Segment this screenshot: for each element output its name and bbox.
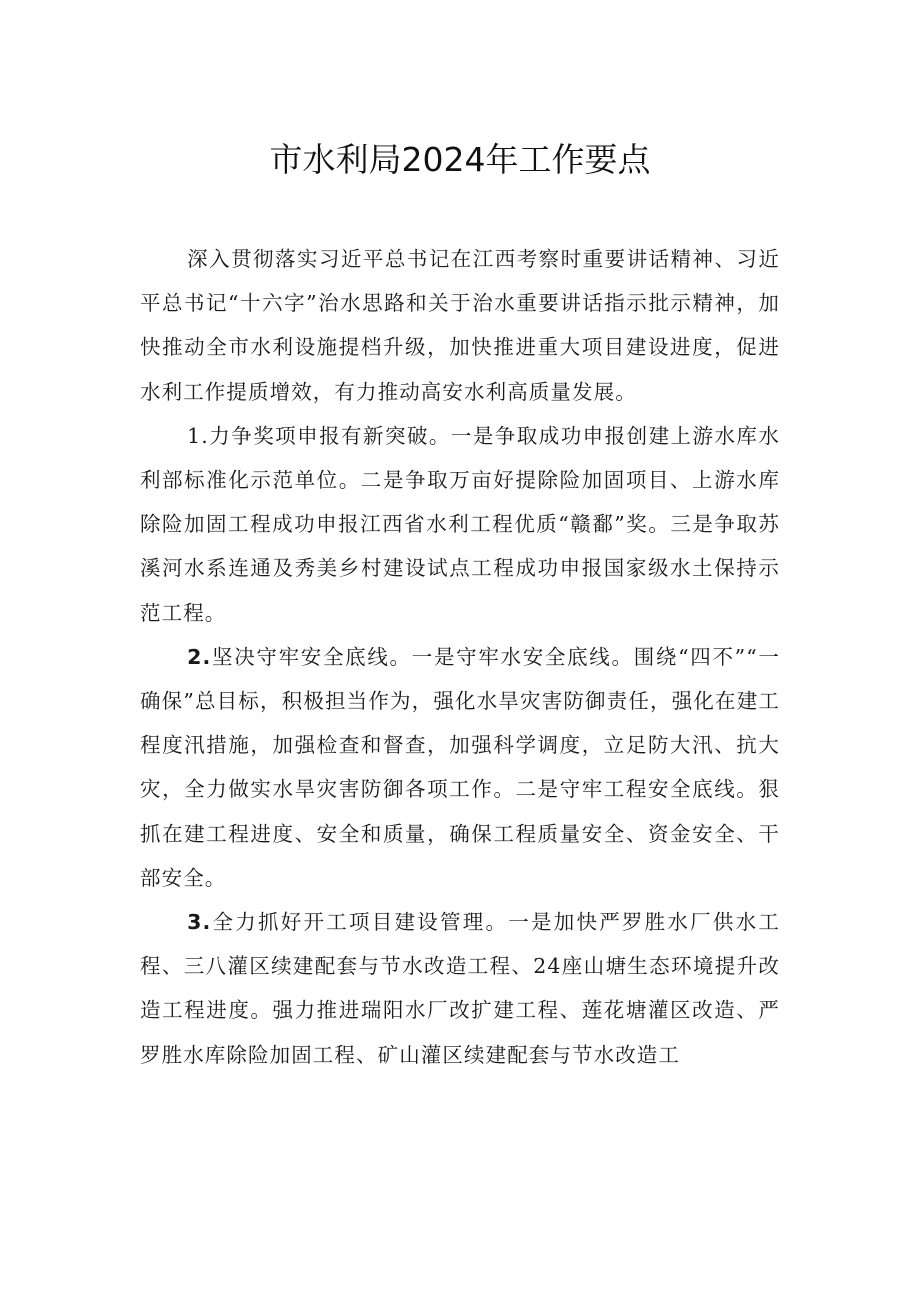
paragraph-item-3 <box>140 900 780 1077</box>
document-body <box>140 237 780 1077</box>
paragraph-text: 全力抓好开工项目建设管理。一是加快严罗胜水厂供水工程、三八灌区续建配套与节水改造工程、24座山塘生态环境提升改造工程进度。强力推进瑞阳水厂改扩建工程、莲花塘灌区改造、严罗胜水库除险加固工程、矿山灌区续建配套与节水改造工 <box>140 910 780 1067</box>
paragraph-text: 力争奖项申报有新突破。一是争取成功申报创建上游水库水利部标准化示范单位。二是争取万亩好提除险加固项目、上游水库除险加固工程成功申报江西省水利工程优质“赣鄱”奖。三是争取苏溪河水系连通及秀美乡村建设试点工程成功申报国家级水土保持示范工程。 <box>140 423 780 625</box>
document-title: 市水利局2024年工作要点 <box>269 140 651 179</box>
paragraph-number: 1. <box>187 423 209 448</box>
paragraph-text: 深入贯彻落实习近平总书记在江西考察时重要讲话精神、习近平总书记“十六字”治水思路和关于治水重要讲话指示批示精神，加快推动全市水利设施提档升级，加快推进重大项目建设进度，促进水利工作提质增效，有力推动高安水利高质量发展。 <box>140 247 780 404</box>
paragraph-number: 2. <box>187 644 212 669</box>
paragraph-intro <box>140 237 780 414</box>
paragraph-number: 3. <box>187 910 212 935</box>
paragraph-item-1 <box>140 414 780 635</box>
paragraph-item-2 <box>140 635 780 900</box>
paragraph-text: 坚决守牢安全底线。一是守牢水安全底线。围绕“四不”“一确保”总目标，积极担当作为，强化水旱灾害防御责任，强化在建工程度汛措施，加强检查和督查，加强科学调度，立足防大汛、抗大灾，全力做实水旱灾害防御各项工作。二是守牢工程安全底线。狠抓在建工程进度、安全和质量，确保工程质量安全、资金安全、干部安全。 <box>140 644 780 890</box>
